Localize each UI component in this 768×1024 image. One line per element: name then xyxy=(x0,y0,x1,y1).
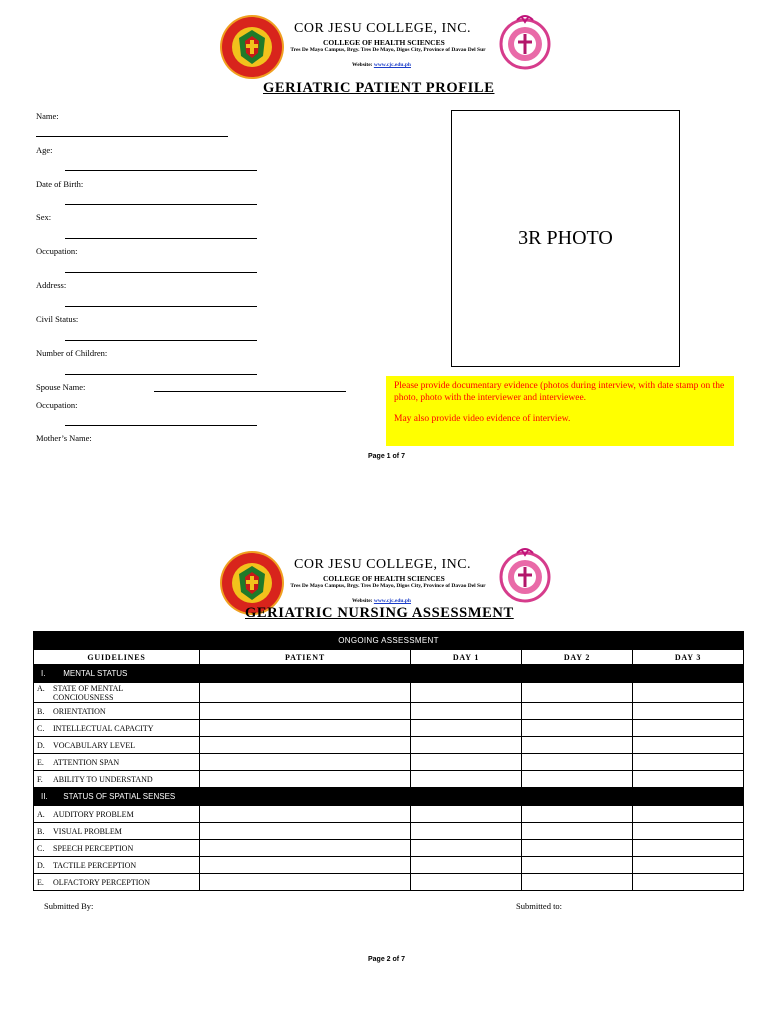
cell-day-2[interactable] xyxy=(522,737,633,754)
row-label xyxy=(34,683,200,703)
cell-day-3[interactable] xyxy=(633,806,744,823)
college-address-page2: Tres De Mayo Campus, Brgy. Tres De Mayo, Digos City, Province of Davao Del Sur xyxy=(290,583,486,589)
cell-patient[interactable] xyxy=(200,806,411,823)
cell-patient[interactable] xyxy=(200,823,411,840)
college-name: COR JESU COLLEGE, INC. xyxy=(294,21,472,36)
cell-day-2[interactable] xyxy=(522,874,633,891)
cell-patient[interactable] xyxy=(200,840,411,857)
field-label-spouse-name: Spouse Name: xyxy=(36,382,86,392)
college-logo-left xyxy=(219,14,285,80)
cell-day-1[interactable] xyxy=(411,703,522,720)
row-text: ORIENTATION xyxy=(53,706,106,716)
cell-patient[interactable] xyxy=(200,771,411,788)
row-text: INTELLECTUAL CAPACITY xyxy=(53,723,154,733)
cell-day-1[interactable] xyxy=(411,840,522,857)
cell-day-1[interactable] xyxy=(411,857,522,874)
table-row xyxy=(34,703,744,720)
section-number: II. xyxy=(41,792,48,801)
row-text: VISUAL PROBLEM xyxy=(53,826,122,836)
row-label xyxy=(34,840,200,857)
row-text: SPEECH PERCEPTION xyxy=(53,843,134,853)
row-prefix: E. xyxy=(37,757,44,767)
row-prefix: F. xyxy=(37,774,43,784)
table-row xyxy=(34,720,744,737)
row-text: OLFACTORY PERCEPTION xyxy=(53,877,150,887)
cell-day-3[interactable] xyxy=(633,737,744,754)
row-text: TACTILE PERCEPTION xyxy=(53,860,137,870)
table-row xyxy=(34,857,744,874)
section-title: STATUS OF SPATIAL SENSES xyxy=(63,792,176,801)
cell-day-3[interactable] xyxy=(633,823,744,840)
row-prefix: D. xyxy=(37,740,45,750)
cell-day-2[interactable] xyxy=(522,720,633,737)
field-line-address[interactable] xyxy=(65,306,257,307)
cell-day-1[interactable] xyxy=(411,683,522,703)
cell-day-1[interactable] xyxy=(411,737,522,754)
row-label xyxy=(34,754,200,771)
row-label xyxy=(34,874,200,891)
website-link-page2[interactable]: www.cjc.edu.ph xyxy=(373,598,411,604)
field-line-number-of-children[interactable] xyxy=(65,374,257,375)
table-row xyxy=(34,754,744,771)
field-line-spouse-name[interactable] xyxy=(154,391,346,392)
health-sciences-logo-right xyxy=(499,12,551,70)
college-name-page2: COR JESU COLLEGE, INC. xyxy=(294,557,472,572)
row-text: AUDITORY PROBLEM xyxy=(53,809,134,819)
cell-day-2[interactable] xyxy=(522,771,633,788)
row-text: ABILITY TO UNDERSTAND xyxy=(53,774,153,784)
table-row xyxy=(34,737,744,754)
page-number-1: Page 1 of 7 xyxy=(368,453,405,460)
row-prefix: A. xyxy=(37,809,45,819)
field-label-civil-status: Civil Status: xyxy=(36,314,79,324)
documentary-evidence-note xyxy=(386,376,734,446)
page-number-2: Page 2 of 7 xyxy=(368,956,405,963)
column-header-guidelines: GUIDELINES xyxy=(34,650,200,665)
row-prefix: C. xyxy=(37,843,45,853)
table-row xyxy=(34,874,744,891)
table-row xyxy=(34,771,744,788)
field-line-occupation[interactable] xyxy=(65,272,257,273)
cell-day-3[interactable] xyxy=(633,754,744,771)
field-label-address: Address: xyxy=(36,280,67,290)
row-prefix: E. xyxy=(37,877,44,887)
field-label-age: Age: xyxy=(36,145,53,155)
cell-day-1[interactable] xyxy=(411,806,522,823)
field-label-name: Name: xyxy=(36,111,59,121)
field-line-sex[interactable] xyxy=(65,238,257,239)
health-sciences-logo-right-page2 xyxy=(499,545,551,603)
field-label-mothers-name: Mother’s Name: xyxy=(36,433,92,443)
cell-day-3[interactable] xyxy=(633,771,744,788)
table-banner-row xyxy=(34,632,744,650)
cell-day-3[interactable] xyxy=(633,720,744,737)
cell-day-2[interactable] xyxy=(522,703,633,720)
row-prefix: B. xyxy=(37,706,45,716)
table-header-row xyxy=(34,650,744,665)
submitted-by-label: Submitted By: xyxy=(44,901,94,911)
cell-day-3[interactable] xyxy=(633,703,744,720)
row-label xyxy=(34,737,200,754)
section-header-spatial-senses xyxy=(34,788,744,806)
table-row xyxy=(34,840,744,857)
section-title: MENTAL STATUS xyxy=(63,669,128,678)
field-line-civil-status[interactable] xyxy=(65,340,257,341)
column-header-patient: PATIENT xyxy=(200,650,411,665)
cell-day-2[interactable] xyxy=(522,806,633,823)
photo-placeholder[interactable] xyxy=(451,110,680,367)
row-prefix: B. xyxy=(37,826,45,836)
row-text: VOCABULARY LEVEL xyxy=(53,740,136,750)
cell-patient[interactable] xyxy=(200,874,411,891)
field-line-date-of-birth[interactable] xyxy=(65,204,257,205)
cell-day-1[interactable] xyxy=(411,874,522,891)
field-label-occupation: Occupation: xyxy=(36,246,78,256)
cell-patient[interactable] xyxy=(200,754,411,771)
section-number: I. xyxy=(41,669,46,678)
website-label: Website: xyxy=(352,62,373,68)
college-website-page2 xyxy=(352,598,411,604)
row-label xyxy=(34,720,200,737)
row-text: STATE OF MENTAL CONCIOUSNESS xyxy=(53,684,123,702)
row-label xyxy=(34,823,200,840)
row-prefix: D. xyxy=(37,860,45,870)
page1-title: GERIATRIC PATIENT PROFILE xyxy=(263,80,495,96)
field-line-spouse-occupation[interactable] xyxy=(65,425,257,426)
table-row xyxy=(34,683,744,703)
cell-day-2[interactable] xyxy=(522,840,633,857)
row-label xyxy=(34,771,200,788)
college-address: Tres De Mayo Campus, Brgy. Tres De Mayo, Digos City, Province of Davao Del Sur xyxy=(290,47,486,53)
cell-day-1[interactable] xyxy=(411,823,522,840)
cell-day-1[interactable] xyxy=(411,720,522,737)
cell-day-3[interactable] xyxy=(633,874,744,891)
department-name: COLLEGE OF HEALTH SCIENCES xyxy=(323,38,445,47)
field-line-age[interactable] xyxy=(65,170,257,171)
cell-patient[interactable] xyxy=(200,737,411,754)
department-name-page2: COLLEGE OF HEALTH SCIENCES xyxy=(323,574,445,583)
field-label-sex: Sex: xyxy=(36,212,52,222)
row-label xyxy=(34,857,200,874)
row-label xyxy=(34,703,200,720)
field-label-date-of-birth: Date of Birth: xyxy=(36,179,84,189)
row-text: ATTENTION SPAN xyxy=(53,757,120,767)
cell-day-1[interactable] xyxy=(411,754,522,771)
field-label-number-of-children: Number of Children: xyxy=(36,348,108,358)
table-row xyxy=(34,823,744,840)
table-row xyxy=(34,806,744,823)
submitted-to-label: Submitted to: xyxy=(516,901,563,911)
cell-patient[interactable] xyxy=(200,720,411,737)
cell-day-2[interactable] xyxy=(522,683,633,703)
college-website xyxy=(352,62,411,68)
field-line-name[interactable] xyxy=(36,136,228,137)
assessment-table xyxy=(33,631,744,891)
cell-patient[interactable] xyxy=(200,683,411,703)
column-header-day-3: DAY 3 xyxy=(633,650,744,665)
note-video: May also provide video evidence of interview. xyxy=(394,414,571,424)
cell-patient[interactable] xyxy=(200,857,411,874)
cell-day-3[interactable] xyxy=(633,683,744,703)
cell-day-3[interactable] xyxy=(633,840,744,857)
column-header-day-1: DAY 1 xyxy=(411,650,522,665)
cell-day-2[interactable] xyxy=(522,857,633,874)
cell-patient[interactable] xyxy=(200,703,411,720)
website-label-page2: Website: xyxy=(352,598,373,604)
photo-label: 3R PHOTO xyxy=(518,227,613,249)
cell-day-2[interactable] xyxy=(522,823,633,840)
cell-day-2[interactable] xyxy=(522,754,633,771)
note-evidence: Please provide documentary evidence (photos during interview, with date stamp on the photo, photo with the interviewer and interviewee. xyxy=(394,381,725,403)
column-header-day-2: DAY 2 xyxy=(522,650,633,665)
field-label-spouse-occupation: Occupation: xyxy=(36,400,78,410)
row-prefix: C. xyxy=(37,723,45,733)
row-prefix: A. xyxy=(37,684,45,693)
page2-title: GERIATRIC NURSING ASSESSMENT xyxy=(245,605,514,621)
cell-day-3[interactable] xyxy=(633,857,744,874)
row-label xyxy=(34,806,200,823)
cell-day-1[interactable] xyxy=(411,771,522,788)
table-banner: ONGOING ASSESSMENT xyxy=(34,632,744,650)
section-header-mental-status xyxy=(34,665,744,683)
website-link[interactable]: www.cjc.edu.ph xyxy=(373,62,411,68)
